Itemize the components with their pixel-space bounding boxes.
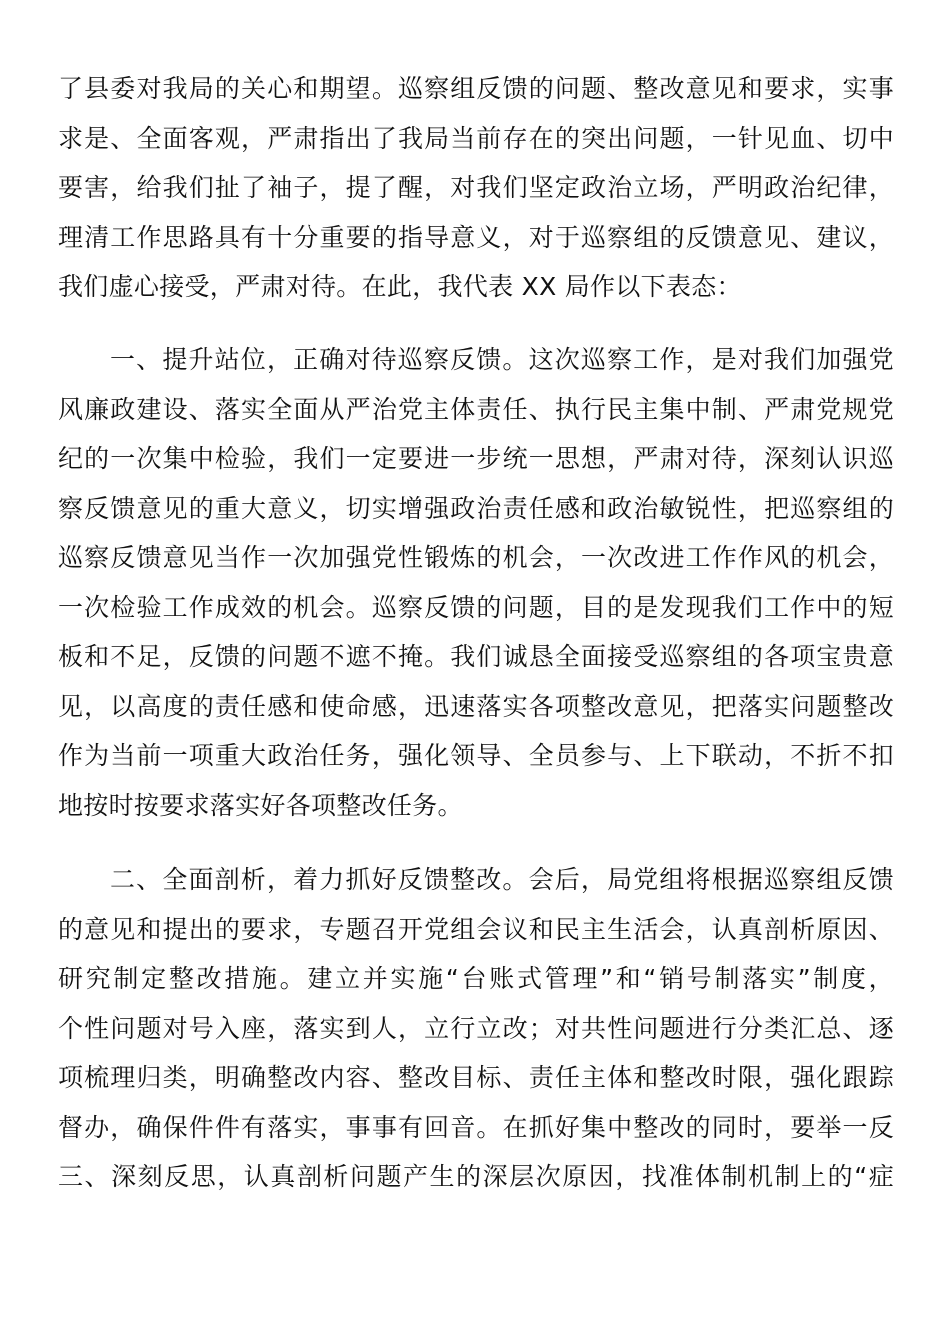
- text-line: 板和不足，反馈的问题不遮不掩。我们诚恳全面接受巡察组的各项宝贵意: [58, 642, 894, 671]
- text-line: 我们虚心接受，严肃对待。在此，我代表 XX 局作以下表态：: [58, 272, 742, 301]
- text-line: 求是、全面客观，严肃指出了我局当前存在的突出问题，一针见血、切中: [58, 123, 894, 153]
- paragraph-intro: [58, 64, 894, 312]
- text-line: 要害，给我们扯了袖子，提了醒，对我们坚定政治立场，严明政治纪律，: [58, 173, 894, 202]
- section-heading-line: 二、全面剖析，着力抓好反馈整改。会后，局党组将根据巡察组反馈: [110, 865, 894, 894]
- text-line: 地按时按要求落实好各项整改任务。: [58, 790, 463, 820]
- text-line: 察反馈意见的重大意义，切实增强政治责任感和政治敏锐性，把巡察组的: [58, 493, 894, 523]
- text-line: 项梳理归类，明确整改内容、整改目标、责任主体和整改时限，强化跟踪: [58, 1063, 894, 1092]
- text-line: 理清工作思路具有十分重要的指导意义，对于巡察组的反馈意见、建议，: [58, 222, 894, 252]
- text-line: 了县委对我局的关心和期望。巡察组反馈的问题、整改意见和要求，实事: [58, 74, 894, 103]
- text-line: 见，以高度的责任感和使命感，迅速落实各项整改意见，把落实问题整改: [58, 691, 894, 721]
- text-line: 三、深刻反思，认真剖析问题产生的深层次原因，找准体制机制上的“症: [58, 1162, 894, 1191]
- text-line: 的意见和提出的要求，专题召开党组会议和民主生活会，认真剖析原因、: [58, 914, 894, 944]
- text-line: 督办，确保件件有落实，事事有回音。在抓好集中整改的同时，要举一反: [58, 1112, 894, 1142]
- paragraph-section-two: [58, 855, 894, 1202]
- section-heading-line: 一、提升站位，正确对待巡察反馈。这次巡察工作，是对我们加强党: [110, 345, 894, 374]
- text-line: 巡察反馈意见当作一次加强党性锻炼的机会，一次改进工作作风的机会，: [58, 543, 894, 572]
- paragraph-section-one: [58, 335, 894, 830]
- text-line: 风廉政建设、落实全面从严治党主体责任、执行民主集中制、严肃党规党: [58, 394, 894, 424]
- text-line: 一次检验工作成效的机会。巡察反馈的问题，目的是发现我们工作中的短: [58, 592, 894, 622]
- text-line: 作为当前一项重大政治任务，强化领导、全员参与、上下联动，不折不扣: [58, 741, 894, 770]
- text-line: 纪的一次集中检验，我们一定要进一步统一思想，严肃对待，深刻认识巡: [58, 444, 894, 473]
- text-line: 研究制定整改措施。建立并实施“台账式管理”和“销号制落实”制度，: [58, 964, 894, 993]
- text-line: 个性问题对号入座，落实到人，立行立改；对共性问题进行分类汇总、逐: [58, 1013, 894, 1043]
